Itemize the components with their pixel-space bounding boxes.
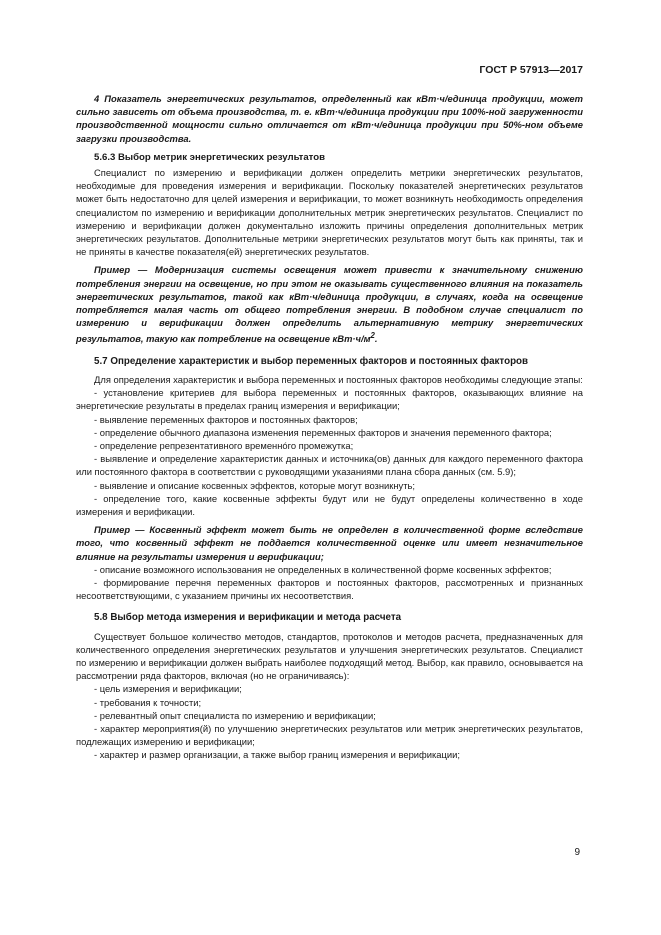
list-item: - релевантный опыт специалиста по измерению и верификации; <box>94 709 376 721</box>
section-5-6-3-paragraph: Специалист по измерению и верификации должен определить метрики энергетических результатов, необходимые для проведения измерения и верификации. Поскольку показателей энергетических результатов может быть недостаточно для целей измерения и верификации, то может возникнуть необходимость определения специалистом по измерению и верификации дополнительных метрик энергетических результатов. Специалист по измерению и верификации должен документально изложить причины определения дополнительных метрик энергетических результатов. Дополнительные метрики энергетических результатов могут быть как приняты, так и не приняты в качестве показателя(ей) энергетических результатов. <box>76 167 583 258</box>
list-item: - формирование перечня переменных факторов и постоянных факторов, рассмотренных и признанных несоответствующими, с указанием причины их несоответствия. <box>76 577 583 602</box>
list-item: - требования к точности; <box>94 696 202 708</box>
list-item: - определение обычного диапазона изменения переменных факторов и значения переменного фактора; <box>94 426 552 438</box>
page-number: 9 <box>574 847 580 858</box>
standard-number: ГОСТ Р 57913—2017 <box>479 64 583 76</box>
section-5-7-intro: Для определения характеристик и выбора переменных и постоянных факторов необходимы следующие этапы: <box>94 373 583 385</box>
section-5-7-example: Пример — Косвенный эффект может быть не определен в количественной форме вследствие того, что косвенный эффект не поддается количественной оценке или имеет незначительное влияние на результаты измерения и верификации; <box>76 524 583 562</box>
list-item: - определение того, какие косвенные эффекты будут или не будут определены количественно в ходе измерения и верификации. <box>76 492 583 518</box>
list-item: - цель измерения и верификации; <box>94 683 242 695</box>
list-item: - характер и размер организации, а также выбор границ измерения и верификации; <box>94 749 460 761</box>
section-5-6-3-example <box>76 263 583 345</box>
section-5-7-heading: 5.7 Определение характеристик и выбор переменных факторов и постоянных факторов <box>94 355 529 367</box>
list-item: - характер мероприятия(й) по улучшению энергетических результатов или метрик энергетических результатов, подлежащих измерению и верификации; <box>76 723 583 748</box>
list-item: - выявление и определение характеристик данных и источника(ов) данных для каждого переменного фактора или постоянного фактора в соответствии с руководящими указаниями плана сбора данных (см. 5.9); <box>76 453 583 478</box>
section-5-8-heading: 5.8 Выбор метода измерения и верификации и метода расчета <box>94 612 402 624</box>
list-item: - определение репрезентативного временнóго промежутка; <box>94 440 354 451</box>
page-body <box>76 92 583 762</box>
section-5-6-3-heading: 5.6.3 Выбор метрик энергетических результатов <box>94 151 326 163</box>
example-text: Пример — Модернизация системы освещения может привести к значительному снижению потребления энергии на освещение, но при этом не оказывать существенного влияния на показатель энергетических результатов, такой как кВт·ч/единица продукции, в случаях, когда на освещение потребляется малая часть от общего потребления энергии. В подобном случае специалист по измерению и верификации должен определить альтернативную метрику энергетических результатов, такую как потребление на освещение кВт·ч/м <box>76 264 583 345</box>
list-item: - установление критериев для выбора переменных и постоянных факторов, оказывающих влияние на энергетические результаты в пределах границ измерения и верификации; <box>76 387 583 412</box>
list-item: - выявление переменных факторов и постоянных факторов; <box>94 413 358 425</box>
example-superscript: 2 <box>370 331 375 341</box>
example-end: . <box>374 333 378 345</box>
list-item: - выявление и описание косвенных эффектов, которые могут возникнуть; <box>94 479 416 491</box>
section-5-8-paragraph: Существует большое количество методов, стандартов, протоколов и методов расчета, предназначенных для количественного определения энергетических результатов и улучшения энергетических результатов. Специалист по измерению и верификации должен выбрать наиболее подходящий метод. Выбор, как правило, основывается на рассмотрении ряда факторов, включая (но не ограничиваясь): <box>76 630 583 682</box>
note-4: 4 Показатель энергетических результатов, определенный как кВт·ч/единица продукции, может сильно зависеть от объема производства, т. е. кВт·ч/единица продукции при 100%-ной загруженности производственной мощности сильно отличается от кВт·ч/единица продукции при 50%-ном объеме загрузки производства. <box>76 93 583 144</box>
list-item: - описание возможного использования не определенных в количественной форме косвенных эффектов; <box>94 563 552 575</box>
